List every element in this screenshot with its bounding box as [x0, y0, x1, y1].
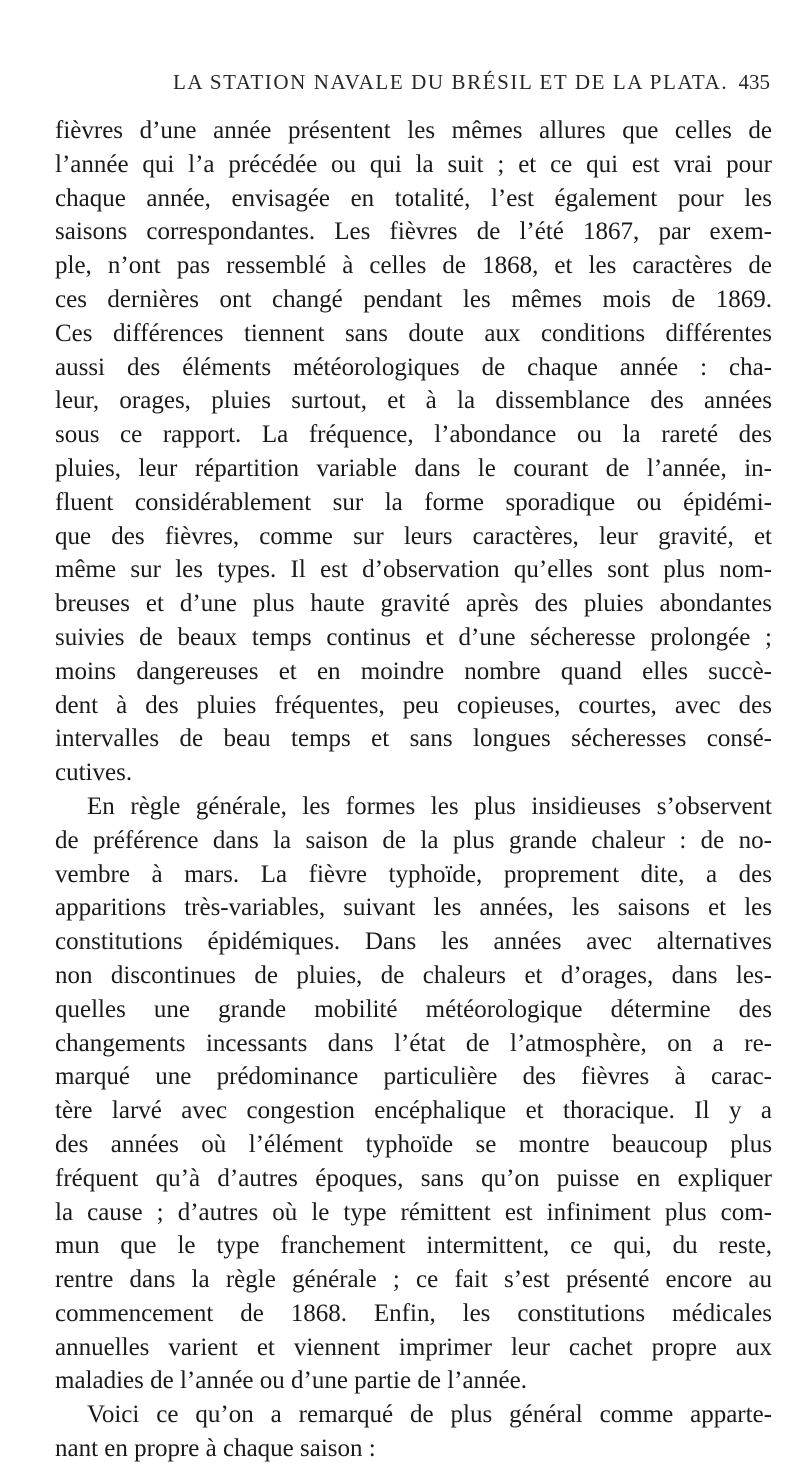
text-line: des années où l’élément typhoïde se montre beaucoup plus	[55, 1130, 772, 1158]
text-line: breuses et d’une plus haute gravité après des pluies abondantes	[55, 590, 772, 618]
text-line: Voici ce qu’on a remarqué de plus général comme apparte-	[87, 1401, 772, 1429]
text-line: constitutions épidémiques. Dans les années avec alternatives	[55, 928, 772, 956]
text-line: tère larvé avec congestion encéphalique et thoracique. Il y a	[55, 1097, 772, 1125]
text-line: marqué une prédominance particulière des fièvres à carac-	[55, 1063, 772, 1091]
text-line: fluent considérablement sur la forme sporadique ou épidémi-	[55, 488, 772, 516]
text-line: l’année qui l’a précédée ou qui la suit ; et ce qui est vrai pour	[55, 150, 772, 178]
text-line: intervalles de beau temps et sans longues sécheresses consé-	[55, 725, 772, 753]
text-line: apparitions très-variables, suivant les années, les saisons et les	[55, 894, 772, 922]
text-line: En règle générale, les formes les plus insidieuses s’observent	[87, 792, 772, 820]
text-line: sous ce rapport. La fréquence, l’abondance ou la rareté des	[55, 421, 772, 449]
text-line: quelles une grande mobilité météorologique détermine des	[55, 995, 772, 1023]
text-line: vembre à mars. La fièvre typhoïde, proprement dite, a des	[55, 860, 772, 888]
text-line: cutives.	[55, 759, 133, 787]
text-line: la cause ; d’autres où le type rémittent est infiniment plus com-	[55, 1198, 772, 1226]
text-line: leur, orages, pluies surtout, et à la dissemblance des années	[55, 387, 772, 415]
text-line: que des fièvres, comme sur leurs caractères, leur gravité, et	[55, 522, 772, 550]
text-line: pluies, leur répartition variable dans le courant de l’année, in-	[55, 454, 772, 482]
text-line: commencement de 1868. Enfin, les constitutions médicales	[55, 1299, 772, 1327]
text-line: fréquent qu’à d’autres époques, sans qu’on puisse en expliquer	[55, 1164, 772, 1192]
text-line: suivies de beaux temps continus et d’une sécheresse prolongée ;	[55, 623, 772, 651]
text-line: aussi des éléments météorologiques de chaque année : cha-	[55, 353, 772, 381]
text-line: ces dernières ont changé pendant les mêmes mois de 1869.	[55, 285, 772, 313]
text-line: changements incessants dans l’état de l’atmosphère, on a re-	[55, 1029, 772, 1057]
text-line: de préférence dans la saison de la plus grande chaleur : de no-	[55, 826, 772, 854]
text-line: maladies de l’année ou d’une partie de l’année.	[55, 1367, 527, 1395]
text-line: dent à des pluies fréquentes, peu copieuses, courtes, avec des	[55, 691, 772, 719]
text-line: nant en propre à chaque saison :	[55, 1435, 376, 1463]
page-number: 435	[738, 70, 770, 94]
text-line: rentre dans la règle générale ; ce fait s’est présenté encore au	[55, 1266, 772, 1294]
text-line: chaque année, envisagée en totalité, l’est également pour les	[55, 184, 772, 212]
text-line: ple, n’ont pas ressemblé à celles de 1868, et les caractères de	[55, 252, 772, 280]
text-line: Ces différences tiennent sans doute aux conditions différentes	[55, 319, 772, 347]
text-line: même sur les types. Il est d’observation qu’elles sont plus nom-	[55, 556, 772, 584]
running-head	[58, 70, 770, 106]
text-line: fièvres d’une année présentent les mêmes allures que celles de	[55, 117, 772, 144]
text-line: non discontinues de pluies, de chaleurs et d’orages, dans les-	[55, 961, 772, 989]
text-line: saisons correspondantes. Les fièvres de l’été 1867, par exem-	[55, 218, 772, 246]
running-title: LA STATION NAVALE DU BRÉSIL ET DE LA PLATA.	[173, 70, 729, 94]
text-line: moins dangereuses et en moindre nombre quand elles succè-	[55, 657, 772, 685]
body-text	[55, 114, 772, 1466]
text-line: annuelles varient et viennent imprimer leur cachet propre aux	[55, 1333, 772, 1361]
text-line: mun que le type franchement intermittent, ce qui, du reste,	[55, 1232, 772, 1260]
